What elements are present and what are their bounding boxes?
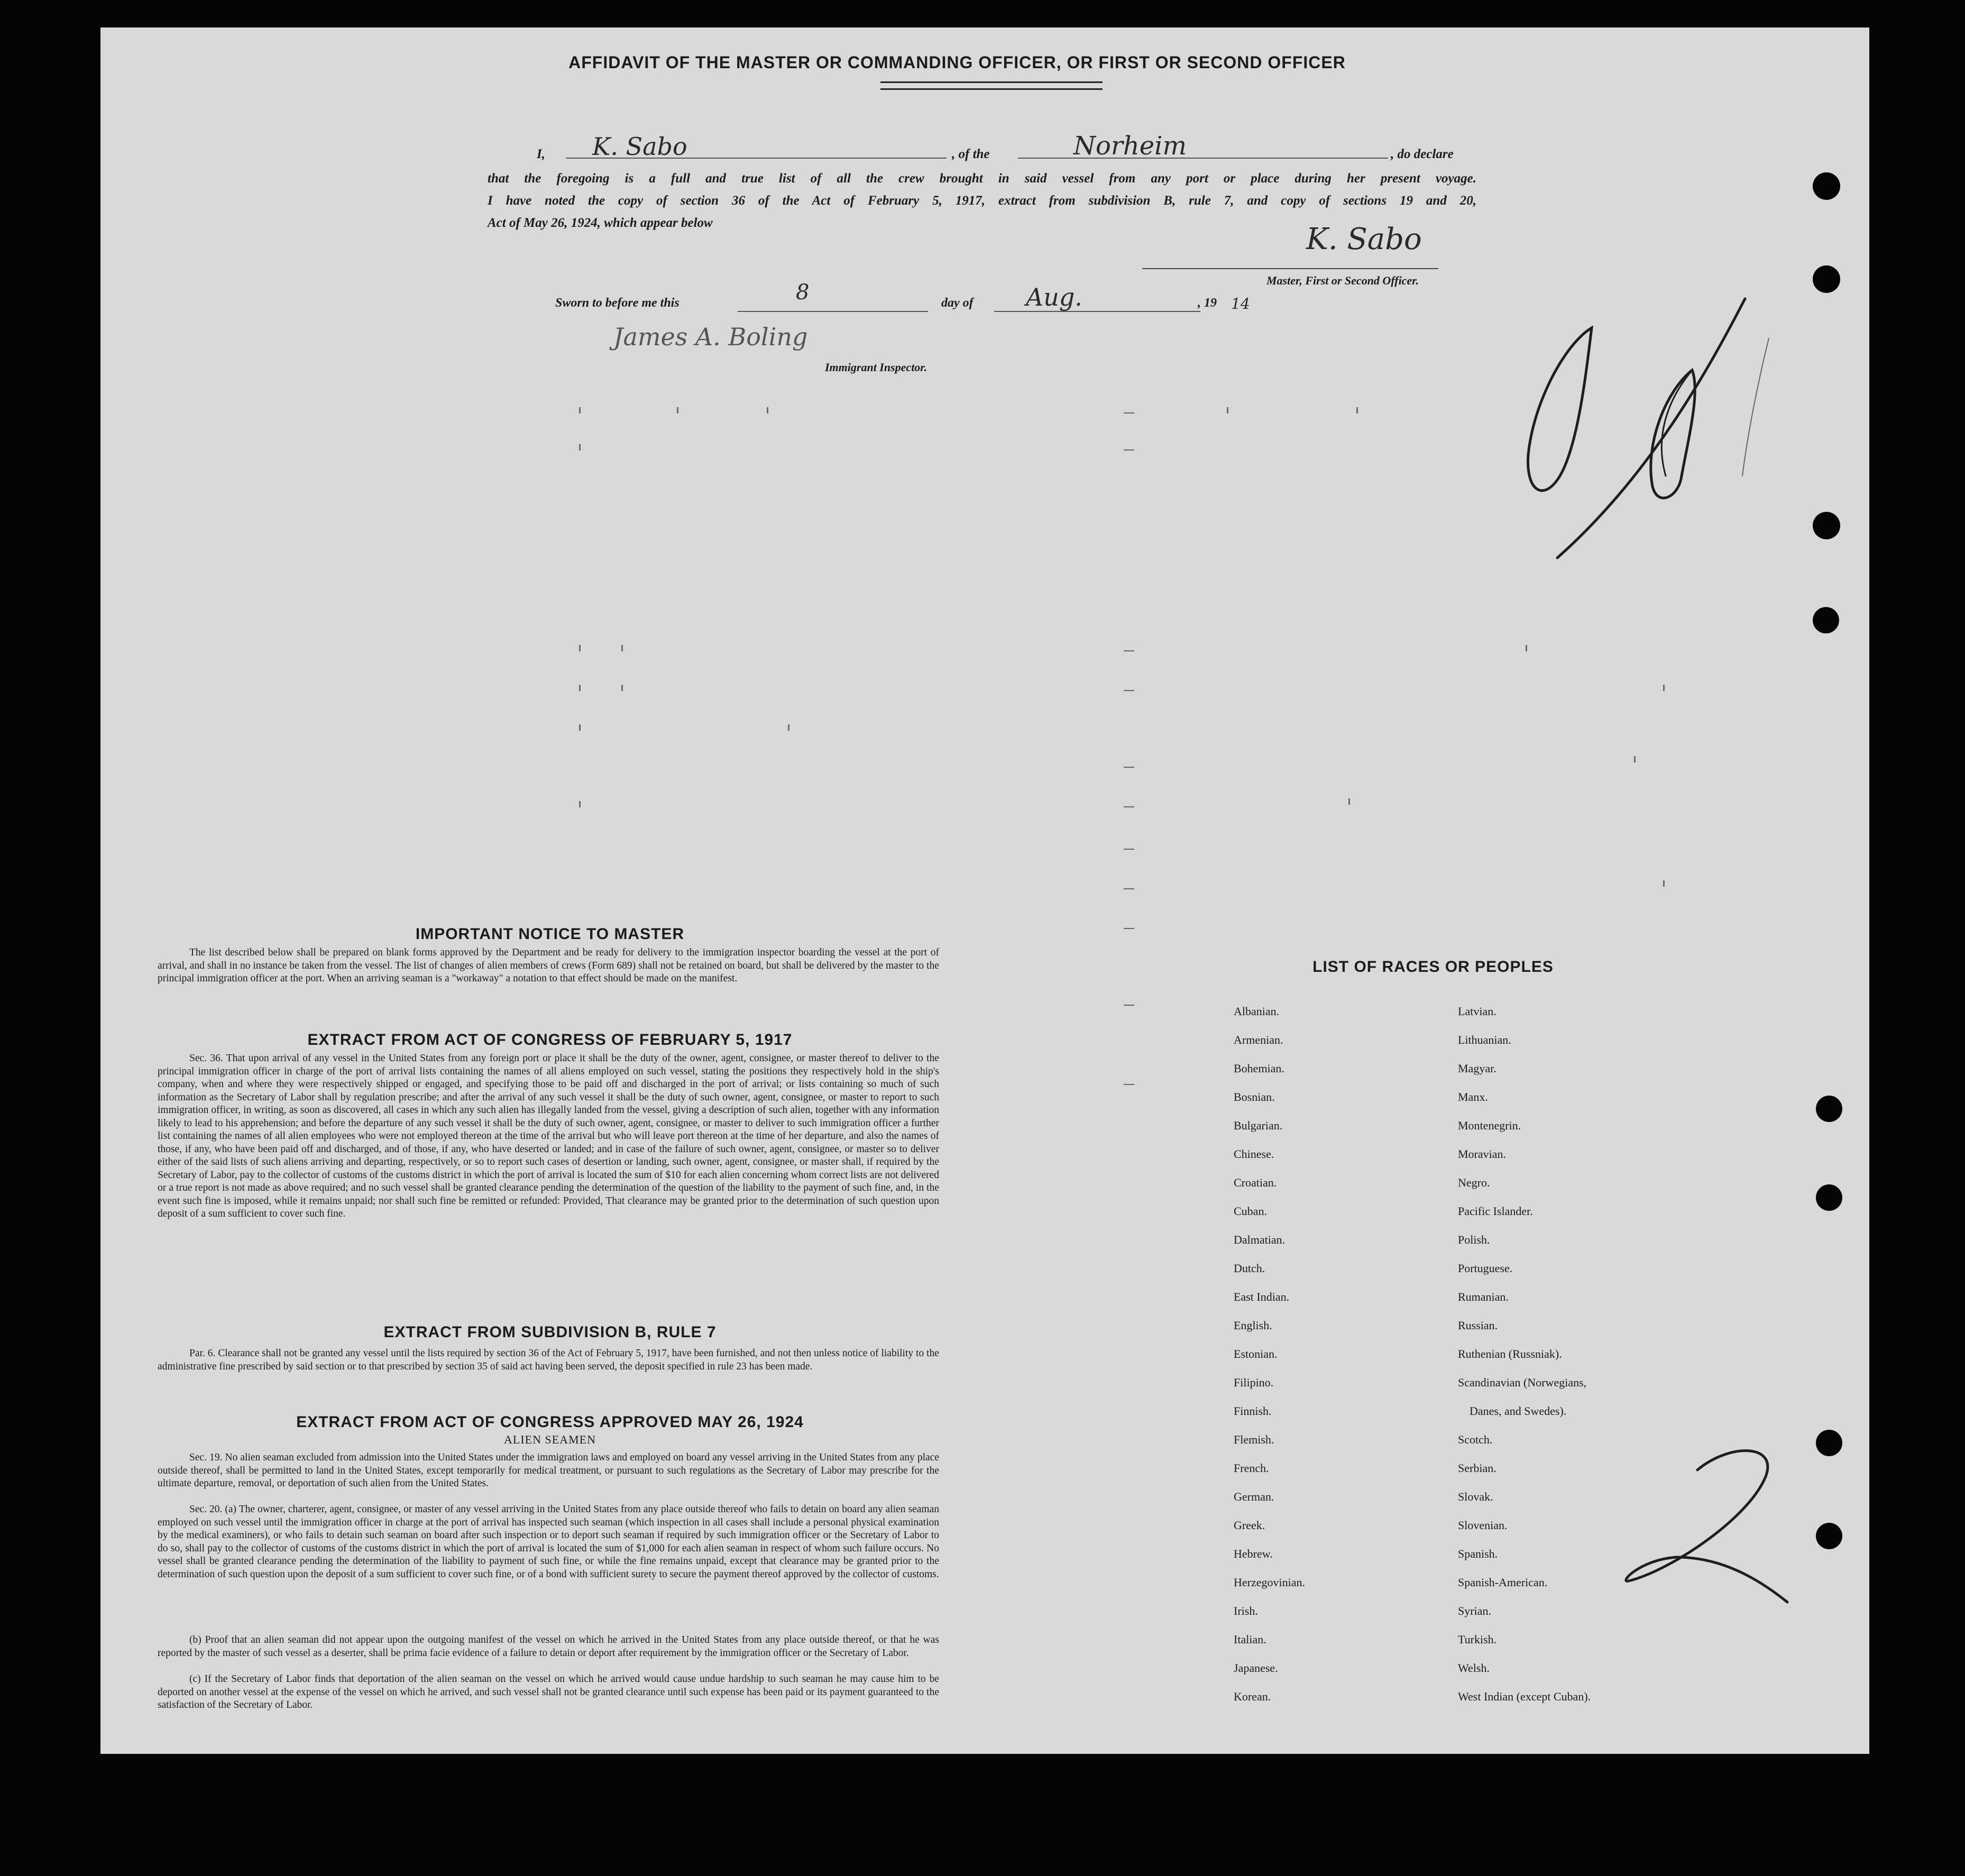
race-item: Albanian. <box>1234 1005 1280 1018</box>
race-item: Spanish-American. <box>1458 1576 1548 1589</box>
faint-tick <box>1348 798 1350 805</box>
sec20a-text: Sec. 20. (a) The owner, charterer, agent, consignee, or master of any vessel arriving in the United States from any place outside thereof who fails to detain on board any alien seaman employed on such vessel until the immigration officer in charge at the port of arrival has inspected such seaman (which inspection in all cases shall include a personal physical examination by the medical examiners), or who fails to detain such seaman on board after such inspection or to deport such seaman if required by such immigration officer or the Secretary of Labor to do so, shall pay to the collector of customs of the customs district in which the port of arrival is located the sum of $1,000 for each alien seaman in respect of whom such failure occurs. No vessel shall be granted clearance pending the determination of the liability to payment of such fine, or while the fine remains unpaid, except that clearance may be granted prior to the determination of such question upon the deposit of a sum sufficient to cover such fine, or of a bond with sufficient surety to secure the payment thereof approved by the collector of customs. <box>158 1504 939 1580</box>
race-item: Polish. <box>1458 1233 1490 1246</box>
notice-text: The list described below shall be prepared on blank forms approved by the Department and be ready for delivery to the immigration inspector boarding the vessel at the port of arrival, and shall in no instance be taken from the vessel. The list of changes of alien members of crews (Form 689) shall not be retained on board, but shall be delivered by the master to the principal immigration officer at the port. When an arriving seaman is a "workaway" a notation to that effect should be made on the manifest. <box>158 947 939 984</box>
of-the-label: , of the <box>952 147 990 161</box>
race-item: German. <box>1234 1490 1274 1503</box>
race-item: Turkish. <box>1458 1633 1497 1646</box>
race-item: Irish. <box>1234 1604 1258 1617</box>
race-item: Moravian. <box>1458 1147 1507 1161</box>
race-item: Spanish. <box>1458 1547 1498 1560</box>
year-suffix: 14 <box>1231 295 1250 312</box>
declaration-line-3: Act of May 26, 1924, which appear below <box>488 216 713 230</box>
alien-seamen-subheading: ALIEN SEAMEN <box>504 1433 596 1446</box>
faint-tick <box>1227 407 1228 413</box>
faint-dash <box>1124 650 1134 651</box>
race-item: Filipino. <box>1234 1376 1274 1389</box>
faint-tick <box>579 444 581 450</box>
race-item: Manx. <box>1458 1090 1488 1103</box>
faint-tick <box>1634 756 1636 762</box>
i-label: I, <box>537 147 545 161</box>
faint-dash <box>1124 449 1134 450</box>
race-item: Russian. <box>1458 1319 1498 1332</box>
extract-1917-text: Sec. 36. That upon arrival of any vessel in the United States from any foreign port or place it shall be the duty of the owner, agent, consignee, or master thereof to deliver to the principal immigration officer in charge of the port of arrival lists containing the names of all aliens employed on such vessel, stating the positions they respectively hold in the ship's company, when and where they were respectively shipped or engaged, and specifying those to be paid off and discharged in the port of arrival; or lists containing so much of such information as the Secretary of Labor shall by regulation prescribe; and after the arrival of any such vessel it shall be the duty of such owner, agent, consignee, or master to report to such immigration officer, in writing, as soon as discovered, all cases in which any such alien has illegally landed from the vessel, giving a description of such alien, together with any information likely to lead to his apprehension; and before the departure of any such vessel it shall be the duty of such owner, agent, consignee, or master to deliver to such immigration officer a further list containing the names of all alien employees who were not employed thereon at the time of the arrival but who will leave port thereon at the time of her departure, and also the names of those, if any, who have been paid off and discharged, and of those, if any, who have deserted or landed; and in case of the failure of such owner, agent, consignee, or master so to deliver either of the said lists of such aliens arriving and departing, respectively, or so to report such cases of desertion or landing, such owner, agent, consignee, or master shall, if required by the Secretary of Labor, pay to the collector of customs of the customs district in which the port of arrival is located the sum of $10 for each alien concerning whom correct lists are not delivered or a true report is not made as above required; and no such vessel shall be granted clearance pending the determination of the question of the liability to the payment of such fine, and, in the event such fine is imposed, while it remains unpaid; nor shall such fine be remitted or refunded: Provided, That clearance may be granted prior to the determination of such question upon deposit of a sum sufficient to cover such fine. <box>158 1053 939 1219</box>
race-item: Portuguese. <box>1458 1262 1513 1275</box>
extract-rule7-heading: EXTRACT FROM SUBDIVISION B, RULE 7 <box>383 1323 717 1341</box>
master-name: K. Sabo <box>592 132 687 161</box>
punch-hole <box>1813 607 1839 633</box>
faint-tick <box>621 645 623 651</box>
faint-dash <box>1124 849 1134 850</box>
race-item: Hebrew. <box>1234 1547 1273 1560</box>
faint-tick <box>1526 645 1527 651</box>
faint-tick <box>767 407 768 413</box>
faint-dash <box>1124 888 1134 889</box>
punch-hole <box>1816 1096 1842 1122</box>
inspector-signature: James A. Boling <box>613 323 808 351</box>
declaration-line-1: that the foregoing is a full and true list of all the crew brought in said vessel from any port or place during her present voyage. <box>488 171 1476 186</box>
faint-tick <box>579 645 581 651</box>
sec20b-text: (b) Proof that an alien seaman did not appear upon the outgoing manifest of the vessel on which he arrived in the United States from any place outside thereof, or that he was reported by the master of such vessel as a deserter, shall be prima facie evidence of a failure to detain or deport after requirement by the immigration officer or the Secretary of Labor. <box>158 1634 939 1659</box>
faint-dash <box>1124 767 1134 768</box>
race-item: Slovak. <box>1458 1490 1493 1503</box>
race-item: Italian. <box>1234 1633 1266 1646</box>
race-item: Pacific Islander. <box>1458 1204 1533 1218</box>
extract-rule7-text: Par. 6. Clearance shall not be granted any vessel until the lists required by section 36 of the Act of February 5, 1917, have been furnished, and not then unless notice of liability to the administrative fine prescribed by said section or to that prescribed by section 35 of said act having been served, the deposit specified in rule 23 has been made. <box>158 1348 939 1372</box>
sec20c-text: (c) If the Secretary of Labor finds that deportation of the alien seaman on the vessel on which he arrived would cause undue hardship to such seaman he may cause him to be deported on another vessel at the expense of the vessel on which he arrived, and such vessel shall not be granted clearance until such expense has been paid or its payment guaranteed to the satisfaction of the Secretary of Labor. <box>158 1673 939 1711</box>
race-item: Japanese. <box>1234 1661 1278 1675</box>
affidavit-title: AFFIDAVIT OF THE MASTER OR COMMANDING OFFICER, OR FIRST OR SECOND OFFICER <box>568 53 1346 72</box>
faint-tick <box>621 685 623 691</box>
do-declare: , do declare <box>1391 147 1454 161</box>
race-item: Scotch. <box>1458 1433 1493 1446</box>
punch-hole <box>1813 172 1840 200</box>
race-item: West Indian (except Cuban). <box>1458 1690 1591 1703</box>
punch-hole <box>1813 265 1840 293</box>
races-heading: LIST OF RACES OR PEOPLES <box>1312 958 1554 976</box>
race-item: Slovenian. <box>1458 1519 1508 1532</box>
race-item: Scandinavian (Norwegians, <box>1458 1376 1587 1389</box>
race-item: Montenegrin. <box>1458 1119 1521 1132</box>
race-item: Rumanian. <box>1458 1290 1509 1303</box>
race-item: Bulgarian. <box>1234 1119 1283 1132</box>
race-item: East Indian. <box>1234 1290 1290 1303</box>
race-item: Bosnian. <box>1234 1090 1275 1103</box>
faint-tick <box>1663 880 1665 887</box>
declaration-line-2: I have noted the copy of section 36 of the Act of February 5, 1917, extract from subdivision B, rule 7, and copy of sections 19 and 20, <box>488 194 1476 208</box>
signature-caption: Master, First or Second Officer. <box>1266 274 1419 287</box>
race-item: Korean. <box>1234 1690 1271 1703</box>
faint-dash <box>1124 1005 1134 1006</box>
race-item: English. <box>1234 1319 1272 1332</box>
race-item: Dutch. <box>1234 1262 1265 1275</box>
faint-tick <box>579 407 581 413</box>
faint-tick <box>677 407 678 413</box>
day-of-label: day of <box>941 296 974 310</box>
race-item: Armenian. <box>1234 1033 1283 1046</box>
sworn-month: Aug. <box>1026 283 1082 311</box>
race-item: Welsh. <box>1458 1661 1490 1675</box>
race-item: Finnish. <box>1234 1404 1272 1418</box>
sworn-label: Sworn to before me this <box>555 296 680 310</box>
faint-tick <box>579 685 581 691</box>
punch-hole <box>1816 1430 1842 1456</box>
punch-hole <box>1816 1523 1842 1549</box>
race-item: Bohemian. <box>1234 1062 1284 1075</box>
inspector-caption: Immigrant Inspector. <box>825 361 928 374</box>
race-item: Flemish. <box>1234 1433 1274 1446</box>
races-column-2 <box>1458 1005 1680 1718</box>
races-column-1 <box>1234 1005 1435 1718</box>
race-item: Dalmatian. <box>1234 1233 1285 1246</box>
race-item: Syrian. <box>1458 1604 1491 1617</box>
race-item: Latvian. <box>1458 1005 1496 1018</box>
faint-dash <box>1124 690 1134 691</box>
race-item: French. <box>1234 1461 1269 1475</box>
faint-tick <box>788 724 789 731</box>
master-signature: K. Sabo <box>1306 222 1422 256</box>
year-label: , 19 <box>1198 296 1217 310</box>
race-item: Ruthenian (Russniak). <box>1458 1347 1562 1360</box>
vessel-name: Norheim <box>1073 131 1187 161</box>
faint-tick <box>1663 685 1665 691</box>
date-mark-eight-1 <box>1528 328 1592 491</box>
faint-dash <box>1124 806 1134 807</box>
punch-hole <box>1816 1184 1842 1211</box>
race-item: Danes, and Swedes). <box>1470 1404 1567 1418</box>
race-item: Croatian. <box>1234 1176 1277 1189</box>
race-item: Cuban. <box>1234 1204 1267 1218</box>
race-item: Greek. <box>1234 1519 1265 1532</box>
extract-1917-heading: EXTRACT FROM ACT OF CONGRESS OF FEBRUARY 5, 1917 <box>307 1031 793 1049</box>
sec19-text: Sec. 19. No alien seaman excluded from admission into the United States under the immigration laws and employed on board any vessel arriving in the United States from any place outside thereof, shall be permitted to land in the United States, except temporarily for medical treatment, or pursuant to such regulations as the Secretary of Labor may prescribe for the ultimate departure, removal, or deportation of such alien from the United States. <box>158 1452 939 1489</box>
extract-1924-heading: EXTRACT FROM ACT OF CONGRESS APPROVED MAY 26, 1924 <box>296 1413 804 1431</box>
faint-dash <box>1124 1084 1134 1085</box>
punch-hole <box>1813 512 1840 539</box>
race-item: Lithuanian. <box>1458 1033 1511 1046</box>
race-item: Magyar. <box>1458 1062 1496 1075</box>
notice-heading: IMPORTANT NOTICE TO MASTER <box>415 925 685 943</box>
race-item: Serbian. <box>1458 1461 1496 1475</box>
faint-dash <box>1124 412 1134 413</box>
race-item: Estonian. <box>1234 1347 1278 1360</box>
faint-tick <box>1356 407 1358 413</box>
date-mark-slash <box>1557 299 1745 558</box>
race-item: Negro. <box>1458 1176 1490 1189</box>
race-item: Herzegovinian. <box>1234 1576 1305 1589</box>
faint-dash <box>1124 928 1134 929</box>
date-mark-eight-2 <box>1651 370 1695 498</box>
race-item: Chinese. <box>1234 1147 1274 1161</box>
faint-tick <box>579 724 581 731</box>
faint-tick <box>579 801 581 807</box>
sworn-day: 8 <box>796 280 810 305</box>
